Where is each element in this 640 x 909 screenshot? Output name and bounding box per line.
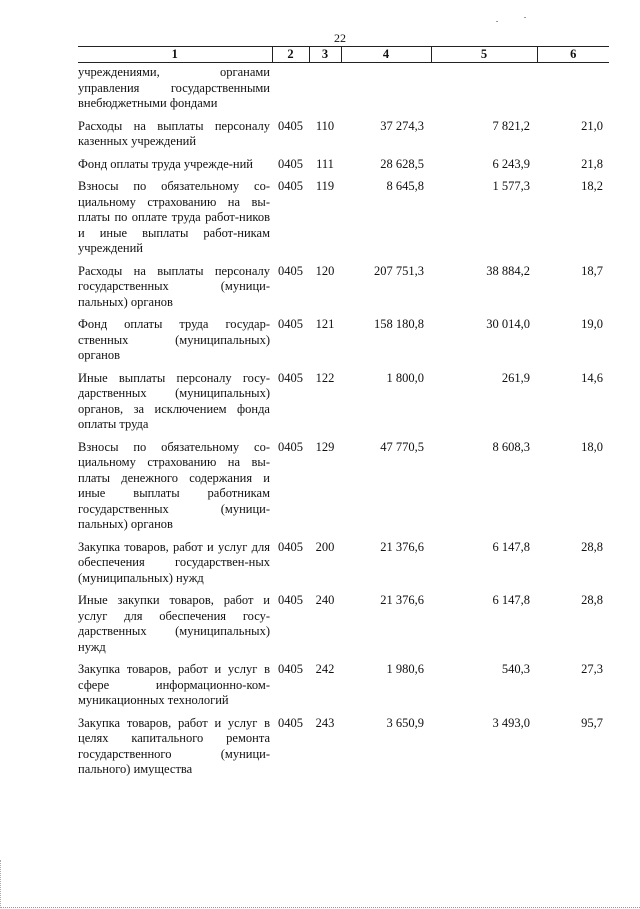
- header-col-5: 5: [431, 47, 537, 63]
- row-name: Фонд оплаты труда государ-ственных (муниципальных) органов: [78, 317, 270, 362]
- row-approved-value: 207 751,3: [374, 263, 424, 278]
- row-name: Фонд оплаты труда учрежде-ний: [78, 156, 253, 171]
- row-expense-code: [309, 63, 341, 112]
- table-row: [78, 157, 609, 173]
- table-row: [78, 179, 609, 257]
- row-expense-code: 242: [315, 662, 335, 676]
- row-executed-value: 3 493,0: [492, 715, 530, 730]
- row-spacer-cell: [78, 655, 609, 662]
- header-col-1: 1: [78, 47, 272, 63]
- row-spacer: [78, 533, 609, 540]
- row-executed-value: 30 014,0: [486, 317, 530, 331]
- row-spacer-cell: [78, 364, 609, 371]
- row-percent: 95,7: [581, 715, 603, 730]
- row-section-code: 0405: [278, 118, 303, 133]
- row-name: Закупка товаров, работ и услуг в целях капитального ремонта государственного (муници-пального) имущества: [78, 715, 270, 776]
- row-executed-value: 7 821,2: [492, 118, 530, 133]
- row-approved-value: 8 645,8: [386, 179, 424, 193]
- row-executed-value: 6 147,8: [492, 593, 530, 607]
- row-approved-value: 37 274,3: [380, 118, 424, 133]
- row-spacer-cell: [78, 310, 609, 317]
- row-spacer-cell: [78, 172, 609, 179]
- row-executed-value: 38 884,2: [486, 263, 530, 278]
- row-spacer: [78, 172, 609, 179]
- row-approved-value: 21 376,6: [380, 593, 424, 607]
- row-spacer: [78, 364, 609, 371]
- table-row: [78, 317, 609, 364]
- row-section-code: 0405: [278, 593, 303, 607]
- row-section-code: 0405: [278, 317, 303, 331]
- page-number: 22: [334, 31, 346, 45]
- row-approved-value: 47 770,5: [380, 439, 424, 454]
- row-expense-code: 111: [316, 156, 334, 171]
- row-spacer-cell: [78, 433, 609, 440]
- row-percent: 28,8: [581, 593, 603, 607]
- row-spacer-cell: [78, 533, 609, 540]
- row-expense-code: 129: [315, 439, 335, 454]
- row-name: Взносы по обязательному со-циальному страхованию на вы-платы денежного содержания и иные выплаты работникам государственных (муници-пальных) органов: [78, 439, 270, 531]
- row-spacer: [78, 586, 609, 593]
- row-executed-value: [431, 63, 537, 112]
- row-expense-code: 122: [315, 370, 335, 385]
- table-row: [78, 264, 609, 311]
- row-approved-value: 158 180,8: [374, 317, 424, 331]
- row-percent: 21,0: [581, 118, 603, 133]
- row-expense-code: 121: [315, 317, 335, 331]
- row-spacer: [78, 655, 609, 662]
- row-expense-code: 110: [315, 118, 335, 133]
- row-spacer-cell: [78, 257, 609, 264]
- row-spacer-cell: [78, 112, 609, 119]
- row-spacer: [78, 150, 609, 157]
- row-section-code: 0405: [278, 156, 303, 171]
- row-percent: 14,6: [581, 370, 603, 385]
- row-percent: 18,2: [581, 179, 603, 193]
- row-expense-code: 243: [315, 715, 335, 730]
- row-spacer-cell: [78, 709, 609, 716]
- table-row: [78, 716, 609, 778]
- row-name: Расходы на выплаты персоналу казенных учреждений: [78, 118, 270, 148]
- row-percent: 27,3: [581, 662, 603, 676]
- table-row: [78, 662, 609, 709]
- table-row: [78, 63, 609, 112]
- scan-speck: [524, 17, 526, 18]
- row-expense-code: 240: [315, 593, 335, 607]
- row-spacer-cell: [78, 586, 609, 593]
- row-percent: [537, 63, 609, 112]
- row-spacer: [78, 310, 609, 317]
- row-name: учреждениями, органами управления государственными внебюджетными фондами: [78, 65, 270, 110]
- row-spacer-cell: [78, 150, 609, 157]
- row-approved-value: 1 980,6: [386, 662, 424, 676]
- row-executed-value: 6 147,8: [492, 539, 530, 554]
- row-percent: 18,0: [581, 439, 603, 454]
- row-section-code: 0405: [278, 263, 303, 278]
- row-percent: 19,0: [581, 317, 603, 331]
- row-expense-code: 200: [315, 539, 335, 554]
- table-row: [78, 119, 609, 150]
- page-edge-left: [0, 860, 2, 908]
- row-name: Взносы по обязательному со-циальному страхованию на вы-платы по оплате труда работ-ников и иные выплаты работ-никам учреждений: [78, 179, 270, 255]
- header-col-3: 3: [309, 47, 341, 63]
- budget-table: [78, 46, 609, 778]
- row-name: Расходы на выплаты персоналу государственных (муници-пальных) органов: [78, 263, 270, 309]
- row-approved-value: 1 800,0: [386, 370, 424, 385]
- row-expense-code: 119: [315, 179, 335, 193]
- row-percent: 21,8: [581, 156, 603, 171]
- row-section-code: 0405: [278, 662, 303, 676]
- table-row: [78, 371, 609, 433]
- row-section-code: 0405: [278, 370, 303, 385]
- row-executed-value: 261,9: [501, 370, 530, 385]
- row-approved-value: [341, 63, 431, 112]
- table-row: [78, 540, 609, 587]
- row-executed-value: 1 577,3: [492, 179, 530, 193]
- row-name: Закупка товаров, работ и услуг для обеспечения государствен-ных (муниципальных) нужд: [78, 539, 270, 585]
- row-spacer: [78, 112, 609, 119]
- row-percent: 28,8: [581, 539, 603, 554]
- header-col-4: 4: [341, 47, 431, 63]
- row-spacer: [78, 433, 609, 440]
- row-spacer: [78, 709, 609, 716]
- row-name: Иные закупки товаров, работ и услуг для обеспечения госу-дарственных (муниципальных) нужд: [78, 593, 270, 654]
- table-row: [78, 440, 609, 533]
- row-section-code: 0405: [278, 715, 303, 730]
- row-percent: 18,7: [581, 263, 603, 278]
- row-name: Закупка товаров, работ и услуг в сфере информационно-ком-муникационных технологий: [78, 662, 270, 707]
- table-row: [78, 593, 609, 655]
- row-section-code: [272, 63, 309, 112]
- row-approved-value: 28 628,5: [380, 156, 424, 171]
- row-name: Иные выплаты персоналу госу-дарственных (муниципальных) органов, за исключением фонда оплаты труда: [78, 370, 270, 431]
- scan-speck: [496, 21, 498, 22]
- row-approved-value: 3 650,9: [386, 715, 424, 730]
- row-executed-value: 6 243,9: [492, 156, 530, 171]
- row-section-code: 0405: [278, 439, 303, 454]
- header-col-2: 2: [272, 47, 309, 63]
- row-approved-value: 21 376,6: [380, 539, 424, 554]
- row-executed-value: 540,3: [501, 662, 530, 676]
- header-row: [78, 47, 609, 63]
- row-spacer: [78, 257, 609, 264]
- row-executed-value: 8 608,3: [492, 439, 530, 454]
- row-section-code: 0405: [278, 539, 303, 554]
- row-section-code: 0405: [278, 179, 303, 193]
- header-col-6: 6: [537, 47, 609, 63]
- row-expense-code: 120: [315, 263, 335, 278]
